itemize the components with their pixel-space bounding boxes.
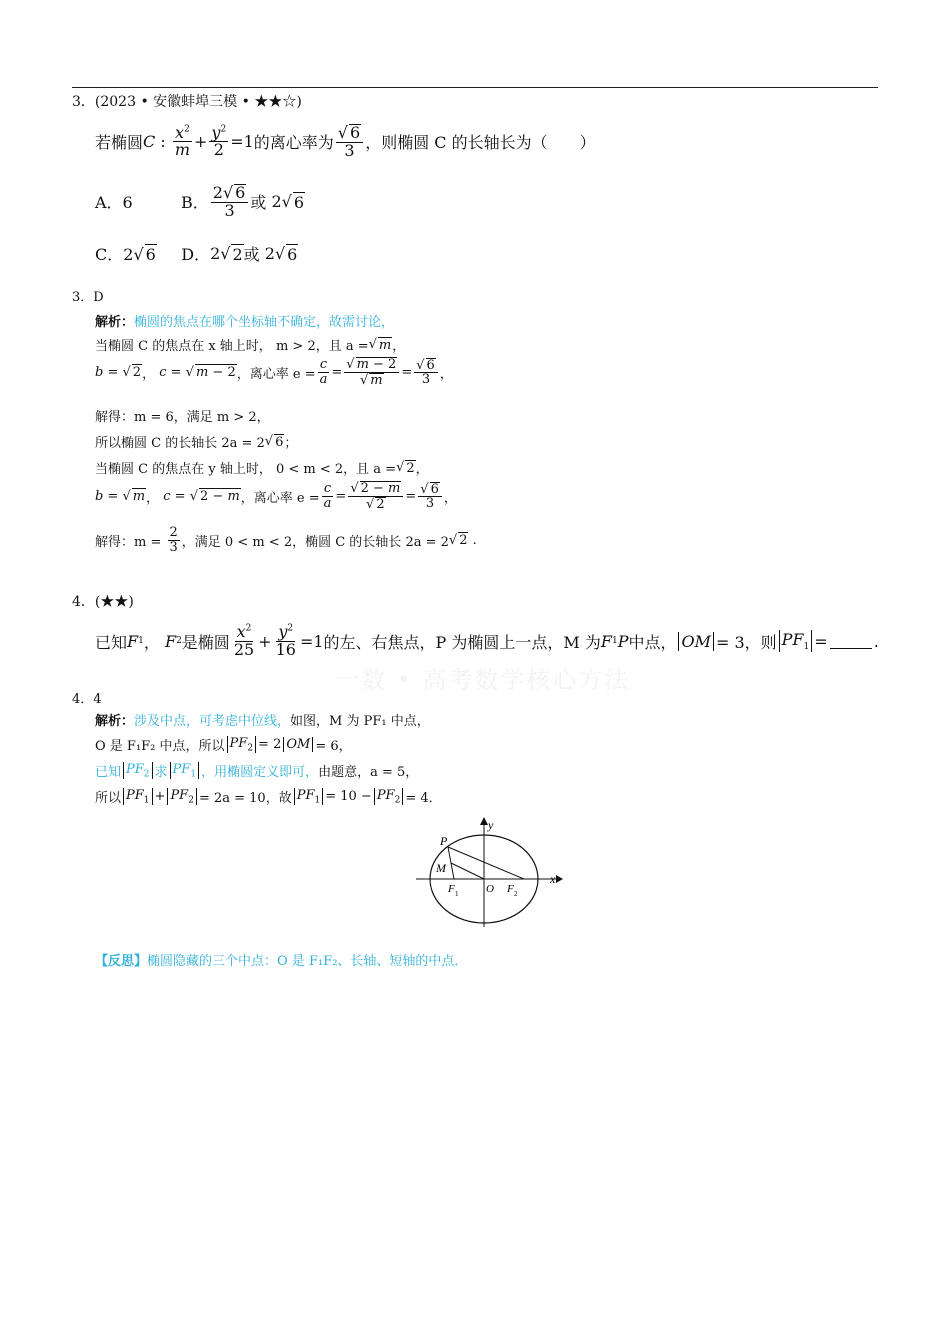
q3-option-d-label: D． bbox=[181, 245, 211, 264]
q4-stem: 已知 F 1 ， F 2 是椭圆 $\frac{x^2}{25}$ + $\frac{y^2}{16}$ =1 的左、右焦点，P 为椭圆上一点，M 为 F 1 P 中点， OM = 3，则 $PF_1$ = . bbox=[95, 622, 879, 659]
a4-line3-text: 由题意，a = 5， bbox=[318, 765, 419, 780]
q3-option-row1: A．6 B． $\frac{2√ 6}{3}$ 或 2 √ 6 bbox=[95, 184, 305, 220]
label-f2-sub: 2 bbox=[514, 890, 518, 898]
a4-line2-text: O 是 F₁F₂ 中点，所以 bbox=[95, 739, 225, 754]
q3-option-b-tail: 或 bbox=[250, 193, 267, 213]
a3-line2: b = √ 2 ， c = √ m − 2 ，离心率 e = $\frac{c}{a}$ = √ m − 2 √ m = √ $\frac{6}{3}$ ， bbox=[95, 357, 453, 387]
a4-line4d: = 4． bbox=[405, 791, 442, 806]
q3-option-row2: C． 2√ 6 D． 2 √ 2 或 2 √ 6 bbox=[95, 242, 298, 265]
q4-stem-c: 的左、右焦点，P 为椭圆上一点，M 为 bbox=[323, 632, 601, 652]
a4-answer: 4．4 bbox=[72, 692, 102, 707]
a4-line4b: = 2a = 10，故 bbox=[198, 791, 292, 806]
q4-header: 4．(★★) bbox=[72, 594, 134, 610]
a3-line6: b = √ m ， c = √ 2 − m ，离心率 e = $\frac{c}{a}$ = √ 2 − m √ 2 = √ $\frac{6}{3}$ ， bbox=[95, 481, 457, 511]
q4-stem-d: 中点， bbox=[628, 632, 677, 652]
segment-om bbox=[451, 863, 484, 879]
q3-option-c: C． bbox=[95, 245, 124, 264]
label-p: P bbox=[440, 834, 448, 848]
q3-stem-prefix: 若椭圆 bbox=[95, 133, 144, 153]
a4-line4: 所以 $PF_1$ + $PF_2$ = 2a = 10，故 $PF_1$ = 10 − $PF_2$ = 4． bbox=[95, 787, 442, 806]
reflection-line bbox=[95, 950, 467, 969]
a4-line1-text: 如图，M 为 PF₁ 中点， bbox=[290, 714, 430, 729]
x-axis-arrow-icon bbox=[556, 875, 563, 883]
a4-line4a: 所以 bbox=[95, 791, 122, 806]
a3-line6-ecc: ，离心率 e = bbox=[240, 490, 320, 506]
q3-option-a: A．6 bbox=[95, 193, 133, 213]
a3-line5b: 0 < m < 2，且 a = bbox=[275, 462, 397, 477]
label-f1: F bbox=[448, 883, 455, 895]
a3-line4: 所以椭圆 C 的长轴长 2a = 2 √ 6 ； bbox=[95, 432, 297, 451]
a3-line5: 当椭圆 C 的焦点在 y 轴上时， 0 < m < 2，且 a = √ 2 ， bbox=[95, 458, 429, 477]
a4-line3: 已知 $PF_2$ 求 $PF_1$ ，用椭圆定义即可， 由题意，a = 5， bbox=[95, 761, 419, 780]
a3-hint-line bbox=[95, 311, 394, 330]
label-f1-sub: 1 bbox=[455, 890, 459, 898]
label-y: y bbox=[488, 818, 494, 832]
q4-stem-e: = 3，则 bbox=[715, 632, 777, 652]
a4-line1 bbox=[95, 710, 430, 729]
q4-stem-b: 是椭圆 bbox=[181, 632, 230, 652]
y-axis-arrow-icon bbox=[480, 817, 488, 825]
q3-option-d-tail: 或 bbox=[243, 245, 260, 264]
answer-blank bbox=[830, 634, 872, 649]
a3-line5a: 当椭圆 C 的焦点在 y 轴上时， bbox=[95, 462, 272, 477]
q3-stem-suffix: ，则椭圆 C 的长轴长为（ ） bbox=[365, 133, 596, 153]
a3-label: 解析： bbox=[95, 315, 135, 330]
a3-line7a: 解得：m = bbox=[95, 534, 162, 550]
label-x: x bbox=[550, 872, 556, 886]
a4-hint2c: ，用椭圆定义即可， bbox=[201, 765, 319, 780]
a4-hint2a: 已知 bbox=[95, 765, 122, 780]
a4-label: 解析： bbox=[95, 714, 135, 729]
q3-header: 3．(2023 • 安徽蚌埠三模 • ★★☆) bbox=[72, 94, 302, 110]
label-f2: F bbox=[507, 883, 514, 895]
reflection-text: 椭圆隐藏的三个中点：O 是 F₁F₂、长轴、短轴的中点． bbox=[147, 954, 468, 969]
a4-line2: O 是 F₁F₂ 中点，所以 $PF_2$ = 2 OM = 6， bbox=[95, 735, 352, 754]
a3-line7: 解得：m = $\frac{2}{3}$ ，满足 0 < m < 2，椭圆 C 的长轴长 2a = 2 √ 2 . bbox=[95, 526, 477, 554]
label-o: O bbox=[486, 883, 494, 895]
a3-line1b: m > 2，且 a = bbox=[275, 339, 369, 354]
a3-line4-text: 所以椭圆 C 的长轴长 2a = 2 bbox=[95, 436, 265, 451]
q3-option-b-label: B． bbox=[181, 193, 209, 213]
a3-line3: 解得：m = 6，满足 m > 2， bbox=[95, 410, 270, 425]
ellipse-figure bbox=[410, 815, 570, 935]
q3-stem-mid: 的离心率为 bbox=[253, 133, 334, 153]
a3-line2-ecc: ，离心率 e = bbox=[236, 366, 316, 382]
a3-line7b: ，满足 0 < m < 2，椭圆 C 的长轴长 2a = 2 bbox=[181, 534, 449, 550]
a3-line1: 当椭圆 C 的焦点在 x 轴上时， m > 2，且 a = √ m ， bbox=[95, 335, 405, 354]
a4-line4c: = 10 − bbox=[325, 789, 372, 804]
segment-pf2 bbox=[448, 847, 524, 879]
a3-hint: 椭圆的焦点在哪个坐标轴不确定，故需讨论， bbox=[134, 315, 395, 330]
top-rule bbox=[72, 87, 878, 88]
a3-line1a: 当椭圆 C 的焦点在 x 轴上时， bbox=[95, 339, 272, 354]
q4-stem-a: 已知 bbox=[95, 632, 128, 652]
q3-stem: 若椭圆 C : $\frac{x^2}{m}$ + $\frac{y^2}{2}$ =1 的离心率为 √ $\frac{6}{3}$ ，则椭圆 C 的长轴长为（ ） bbox=[95, 124, 596, 160]
reflection-tag: 【反思】 bbox=[95, 954, 148, 969]
q4-stem-f: = bbox=[814, 631, 828, 651]
a4-hint1: 涉及中点，可考虑中位线， bbox=[134, 714, 291, 729]
watermark: 一数 • 高考数学核心方法 bbox=[335, 666, 631, 694]
a3-answer: 3．D bbox=[72, 290, 104, 305]
a4-hint2b: 求 bbox=[154, 765, 168, 780]
label-m: M bbox=[436, 861, 446, 875]
